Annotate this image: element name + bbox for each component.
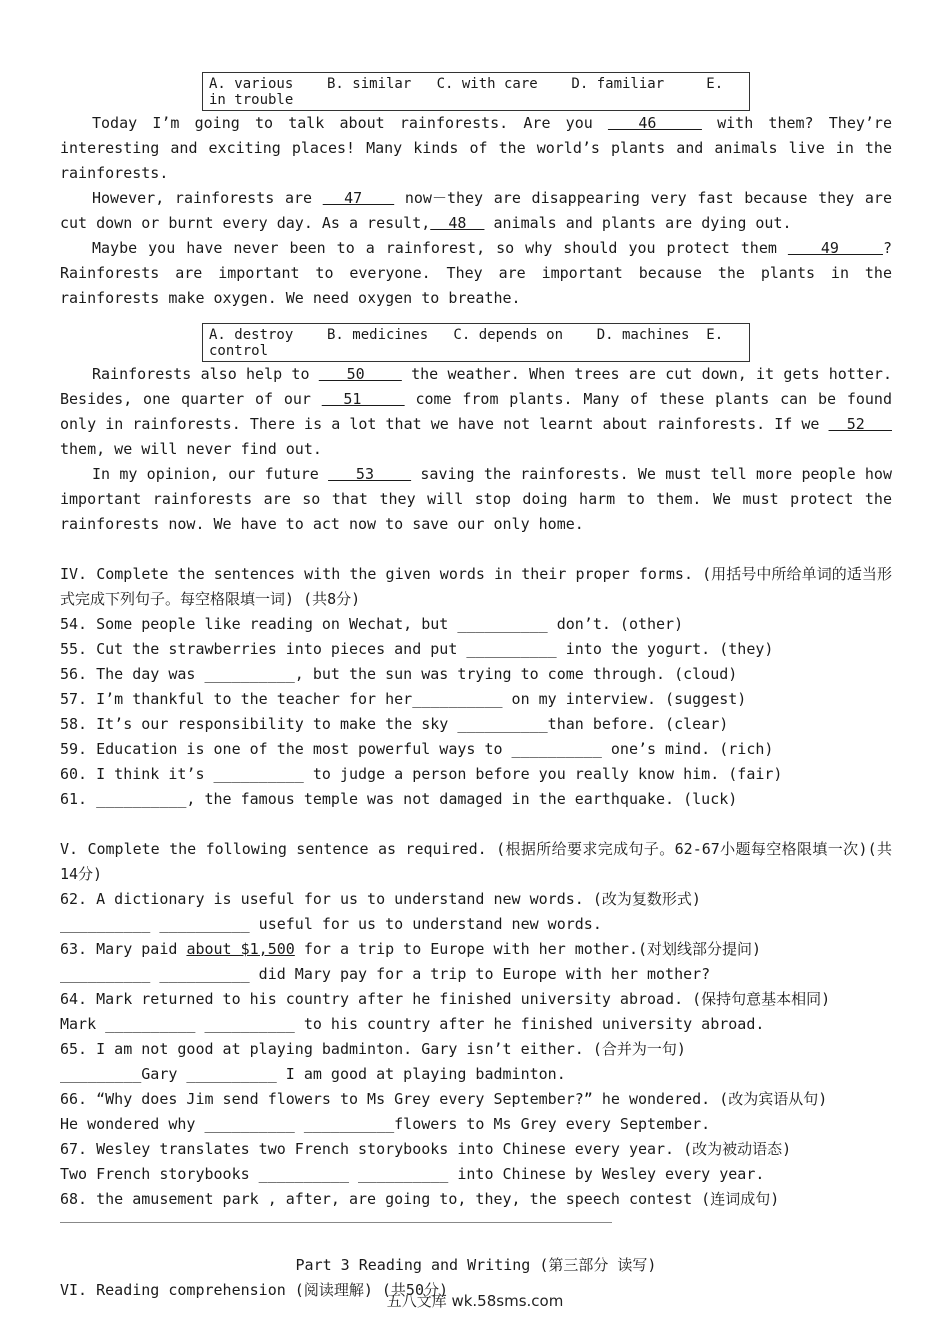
question-54: 54. Some people like reading on Wechat, but __________ don’t. (other) — [60, 615, 684, 633]
word-bank-box-1: A. various B. similar C. with care D. familiar E. in trouble — [202, 72, 750, 111]
answer-64: Mark __________ __________ to his country after he finished university abroad. — [60, 1015, 765, 1033]
question-56: 56. The day was __________, but the sun was trying to come through. (cloud) — [60, 665, 738, 683]
word-bank-box-2: A. destroy B. medicines C. depends on D. machines E. control — [202, 323, 750, 362]
blank-51: 51 — [321, 390, 405, 408]
passage-paragraph-1: Today I’m going to talk about rainforests. Are you 46 with them? They’re interesting and exciting places! Many kinds of the world’s plants and animals live in the rainforests. — [60, 114, 892, 182]
blank-47: 47 — [322, 189, 395, 207]
blank-49: 49 — [787, 239, 883, 257]
question-67: 67. Wesley translates two French storybooks into Chinese every year. (改为被动语态) — [60, 1140, 792, 1158]
blank-50: 50 — [318, 365, 402, 383]
question-68: 68. the amusement park , after, are going to, they, the speech contest (连词成句) — [60, 1190, 780, 1208]
answer-65: _________Gary __________ I am good at playing badminton. — [60, 1065, 566, 1083]
blank-46: 46 — [607, 114, 702, 132]
watermark-footer: 五八文库 wk.58sms.com — [386, 1292, 564, 1310]
section-v-title: V. Complete the following sentence as required. (根据所给要求完成句子。62-67小题每空格限填一次)(共14分) — [60, 840, 892, 883]
passage-paragraph-5: In my opinion, our future 53 saving the rainforests. We must tell more people how important rainforests are so that they will stop doing harm to them. We must protect the rainforests now. We have to act now to save our only home. — [60, 465, 892, 533]
answer-62: __________ __________ useful for us to understand new words. — [60, 915, 602, 933]
question-64: 64. Mark returned to his country after he finished university abroad. (保持句意基本相同) — [60, 990, 831, 1008]
question-62: 62. A dictionary is useful for us to understand new words. (改为复数形式) — [60, 890, 701, 908]
underlined-phrase: about $1,500 — [186, 940, 295, 958]
question-66: 66. “Why does Jim send flowers to Ms Grey every September?” he wondered. (改为宾语从句) — [60, 1090, 828, 1108]
question-57: 57. I’m thankful to the teacher for her__________ on my interview. (suggest) — [60, 690, 747, 708]
passage-paragraph-2: However, rainforests are 47 now－they are disappearing very fast because they are cut down or burnt every day. As a result, 48 animals and plants are dying out. — [60, 189, 892, 232]
section-vi-title: VI. Reading comprehension (阅读理解) (共50分) — [60, 1281, 449, 1299]
blank-52: 52 — [828, 415, 892, 433]
question-65: 65. I am not good at playing badminton. Gary isn’t either. (合并为一句) — [60, 1040, 686, 1058]
answer-line-68 — [60, 1222, 612, 1223]
question-58: 58. It’s our responsibility to make the sky __________than before. (clear) — [60, 715, 729, 733]
answer-63: __________ __________ did Mary pay for a trip to Europe with her mother? — [60, 965, 711, 983]
section-iv-title: IV. Complete the sentences with the given words in their proper forms. (用括号中所给单词的适当形式完成下列句子。每空格限填一词) (共8分) — [60, 565, 892, 608]
question-59: 59. Education is one of the most powerful ways to __________ one’s mind. (rich) — [60, 740, 774, 758]
question-61: 61. __________, the famous temple was not damaged in the earthquake. (luck) — [60, 790, 738, 808]
part-3-heading: Part 3 Reading and Writing (第三部分 读写) — [295, 1256, 657, 1274]
question-60: 60. I think it’s __________ to judge a person before you really know him. (fair) — [60, 765, 783, 783]
blank-53: 53 — [328, 465, 412, 483]
answer-67: Two French storybooks __________ __________ into Chinese by Wesley every year. — [60, 1165, 765, 1183]
question-55: 55. Cut the strawberries into pieces and put __________ into the yogurt. (they) — [60, 640, 774, 658]
blank-48: 48 — [430, 214, 485, 232]
question-63: 63. Mary paid about $1,500 for a trip to Europe with her mother.(对划线部分提问) — [60, 940, 762, 958]
passage-paragraph-3: Maybe you have never been to a rainforest, so why should you protect them 49 ? Rainforests are important to everyone. They are important because the plants in the rainforests make oxygen. We need oxygen to breathe. — [60, 239, 893, 307]
worksheet-page — [60, 72, 892, 1303]
passage-paragraph-4: Rainforests also help to 50 the weather. When trees are cut down, it gets hotter. Besides, one quarter of our 51 come from plants. Many of these plants can be found only in rainforests. There is a lot that we have not learnt about rainforests. If we 52 them, we will never find out. — [60, 365, 892, 458]
answer-66: He wondered why __________ __________flowers to Ms Grey every September. — [60, 1115, 711, 1133]
